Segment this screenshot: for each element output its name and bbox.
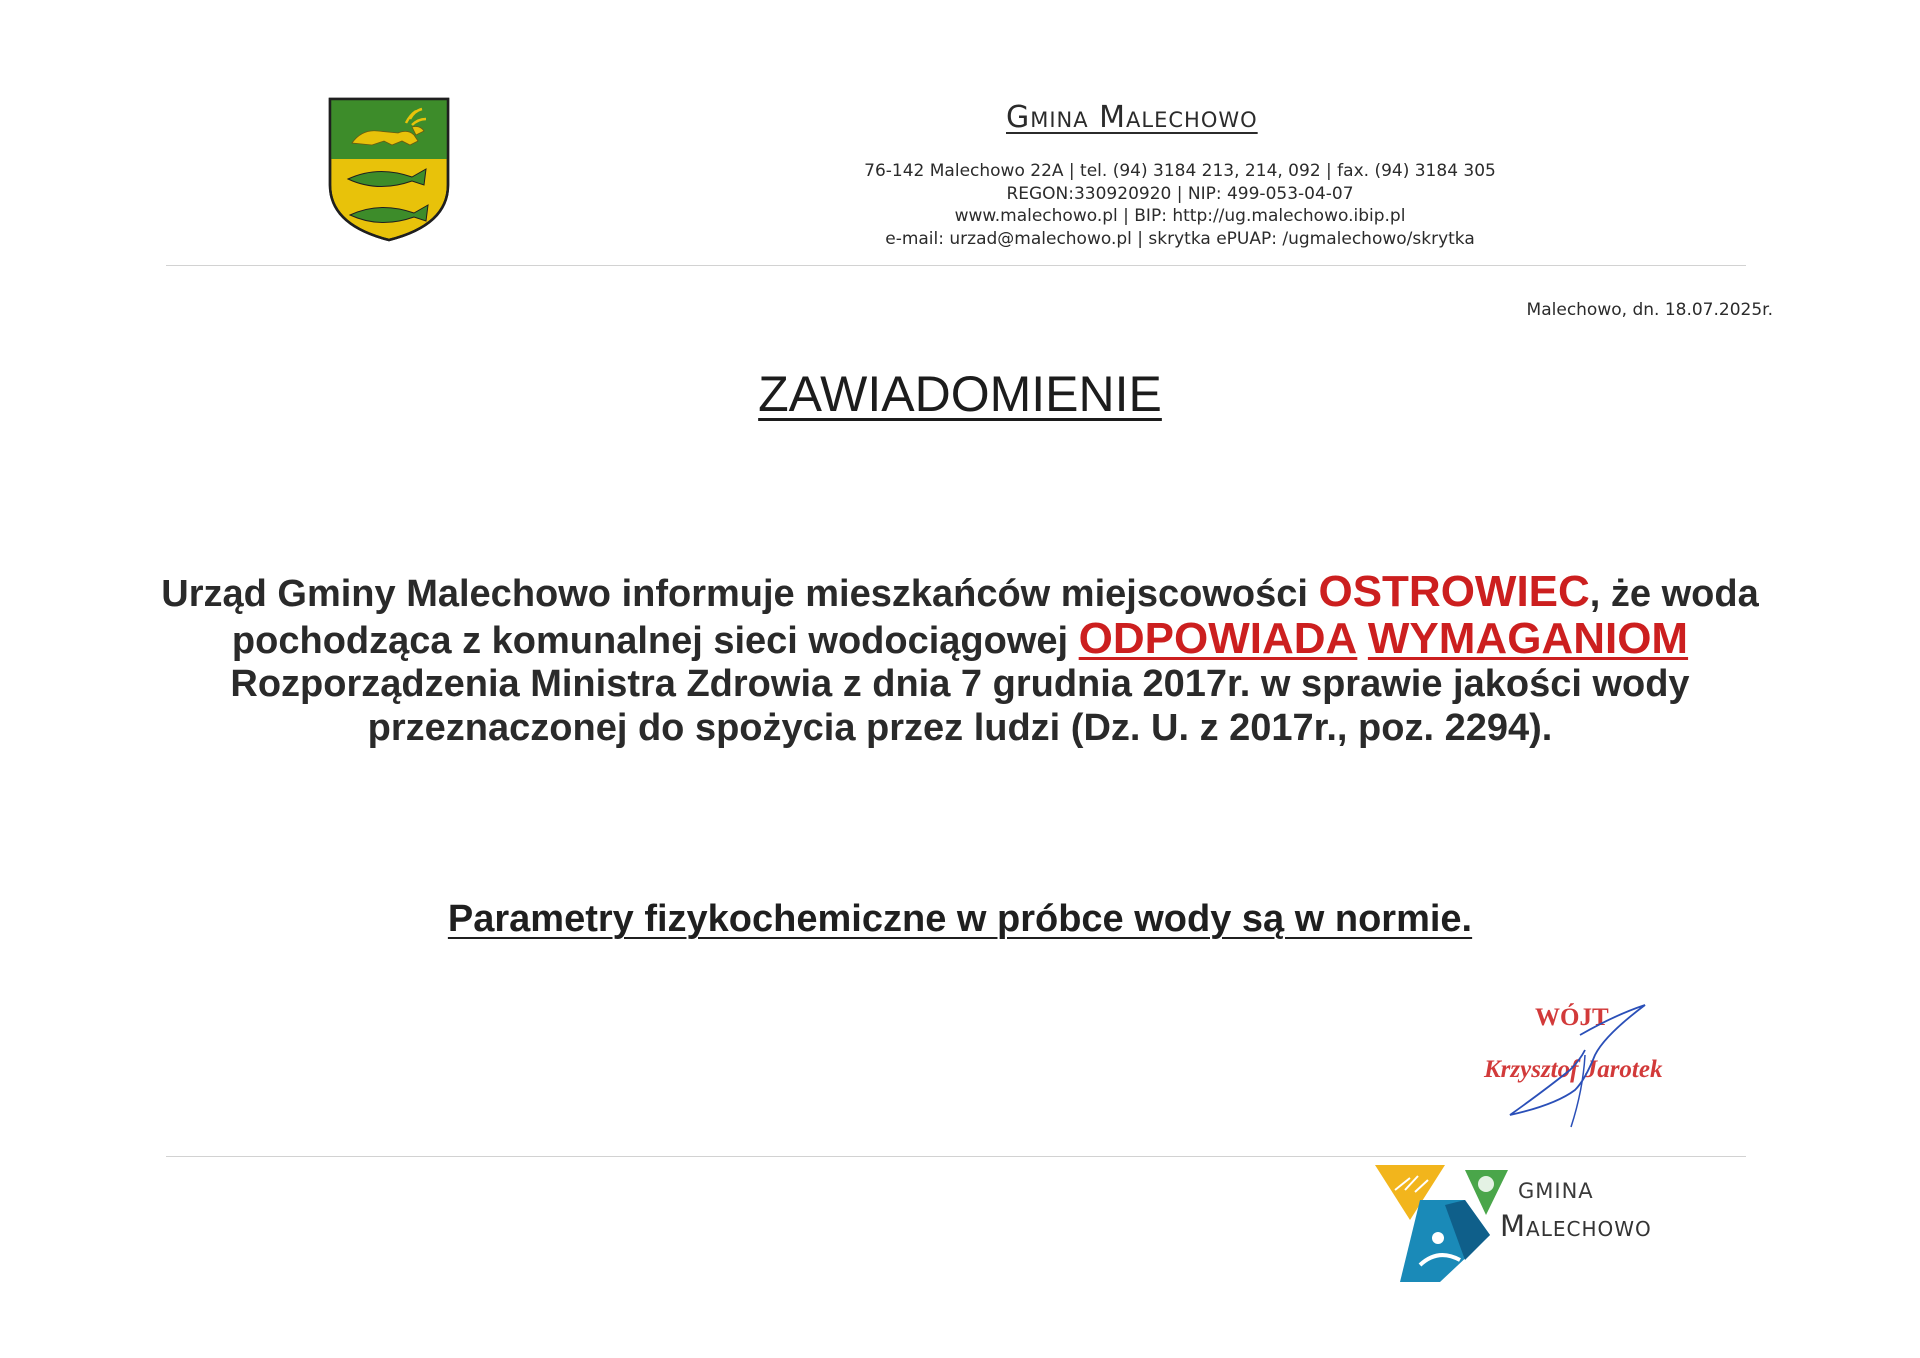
footer-divider (166, 1156, 1746, 1157)
contact-line-address: 76-142 Malechowo 22A | tel. (94) 3184 213, 214, 092 | fax. (94) 3184 305 (864, 161, 1496, 181)
body-part-2: , że woda pochodząca z komunalnej sieci wodociągowej (231, 573, 1759, 662)
body-part-3: Rozporządzenia Ministra Zdrowia z dnia 7 grudnia 2017r. w sprawie jakości wody przeznaczonej do spożycia przez ludzi (Dz. U. z 2017r., poz. 2294). (230, 663, 1690, 749)
handwritten-signature-icon (1484, 995, 1663, 1130)
gmina-logo-icon (1370, 1160, 1510, 1290)
contact-line-regon: REGON:330920920 | NIP: 499-053-04-07 (1006, 183, 1354, 204)
body-part-1: Urząd Gminy Malechowo informuje mieszkańców miejscowości (161, 573, 1319, 615)
place-name: OSTROWIEC (1318, 567, 1590, 616)
contact-line-web: www.malechowo.pl | BIP: http://ug.malechowo.ibip.pl (954, 206, 1406, 226)
compliance-word-2: WYMAGANIOM (1367, 613, 1689, 663)
organization-name: Gmina Malechowo (1006, 100, 1258, 135)
document-title (0, 365, 1920, 423)
contact-line-email: e-mail: urzad@malechowo.pl | skrytka ePUAP: /ugmalechowo/skrytka (885, 228, 1475, 249)
parameters-statement: Parametry fizykochemiczne w próbce wody są w normie. (447, 898, 1473, 940)
logo-text-malechowo: Malechowo (1500, 1209, 1652, 1243)
coat-of-arms-icon (328, 97, 450, 242)
header-divider (166, 265, 1746, 266)
notice-body (150, 567, 1770, 750)
signature-title: WÓJT (1535, 1004, 1609, 1031)
document-title-text: ZAWIADOMIENIE (758, 366, 1162, 422)
signature-name: Krzysztof Jarotek (1484, 1056, 1663, 1083)
logo-text-gmina: GMINA (1518, 1179, 1594, 1203)
compliance-word-1: ODPOWIADA (1078, 613, 1358, 663)
document-date: Malechowo, dn. 18.07.2025r. (1526, 300, 1773, 320)
contact-block (780, 160, 1580, 250)
